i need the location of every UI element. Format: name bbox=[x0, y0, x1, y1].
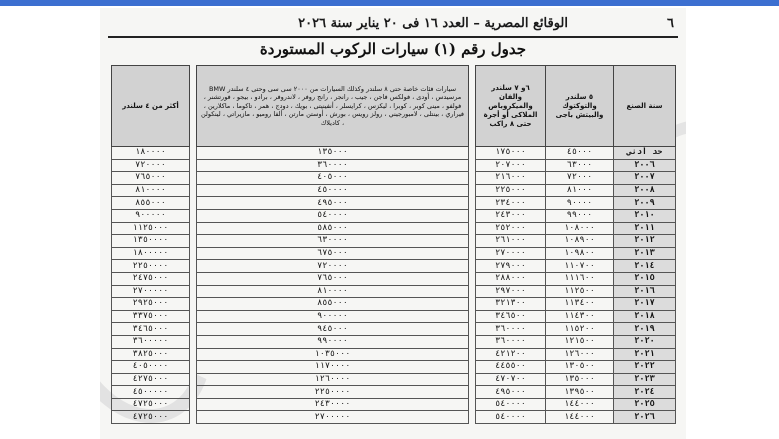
table-row bbox=[112, 147, 676, 160]
column-gap bbox=[190, 335, 197, 348]
column-gap bbox=[469, 361, 476, 374]
column-gap bbox=[469, 197, 476, 210]
column-gap bbox=[469, 373, 476, 386]
value-cell-over-4-cyl: ٩٠٠٠٠٠ bbox=[112, 209, 190, 222]
value-cell-5-cyl: ١١١٦٠٠ bbox=[546, 272, 614, 285]
column-gap bbox=[190, 373, 197, 386]
value-cell-5-cyl: ١١٤٣٠٠ bbox=[546, 310, 614, 323]
column-gap bbox=[190, 184, 197, 197]
value-cell-5-cyl: ١٣٩٥٠٠ bbox=[546, 386, 614, 399]
value-cell-special-class: ٤٩٥٠٠٠ bbox=[197, 197, 469, 210]
column-gap bbox=[190, 411, 197, 424]
column-gap bbox=[190, 272, 197, 285]
column-header-6-7-cyl: ٦و ٧ سلندر والفان والميكروباص الملاكى أو أجرة حتى ٨ راكب bbox=[476, 66, 546, 147]
value-cell-over-4-cyl: ٢٢٥٠٠٠٠ bbox=[112, 260, 190, 273]
value-cell-special-class: ٧٦٥٠٠٠ bbox=[197, 272, 469, 285]
value-cell-5-cyl: ١١٢٥٠٠ bbox=[546, 285, 614, 298]
column-gap bbox=[469, 411, 476, 424]
table-row bbox=[112, 184, 676, 197]
year-cell: ٢٠١٢ bbox=[614, 235, 676, 248]
value-cell-5-cyl: ١١٣٤٠٠ bbox=[546, 298, 614, 311]
vehicle-value-table bbox=[111, 65, 676, 424]
viewer-top-bar bbox=[0, 0, 779, 6]
year-cell: حد أدنى bbox=[614, 147, 676, 160]
value-cell-special-class: ٣٦٠٠٠٠ bbox=[197, 159, 469, 172]
value-cell-5-cyl: ٨١٠٠٠ bbox=[546, 184, 614, 197]
value-cell-5-cyl: ١٠٨٠٠٠ bbox=[546, 222, 614, 235]
column-gap bbox=[190, 172, 197, 185]
value-cell-6-7-cyl: ٢٦١٠٠٠ bbox=[476, 235, 546, 248]
table-row bbox=[112, 323, 676, 336]
value-cell-6-7-cyl: ٣٦٠٠٠٠ bbox=[476, 335, 546, 348]
value-cell-over-4-cyl: ٢٤٧٥٠٠٠ bbox=[112, 272, 190, 285]
column-gap bbox=[190, 323, 197, 336]
column-gap bbox=[469, 172, 476, 185]
value-cell-6-7-cyl: ٤٤٥٥٠٠ bbox=[476, 361, 546, 374]
column-gap bbox=[190, 298, 197, 311]
value-cell-special-class: ١٣٥٠٠٠ bbox=[197, 147, 469, 160]
table-row bbox=[112, 373, 676, 386]
column-gap bbox=[190, 386, 197, 399]
column-gap bbox=[469, 310, 476, 323]
gazette-issue-line: الوقائع المصرية – العدد ١٦ فى ٢٠ يناير سنة ٢٠٢٦ bbox=[298, 16, 568, 31]
year-cell: ٢٠٢٥ bbox=[614, 398, 676, 411]
value-cell-special-class: ٤٠٥٠٠٠ bbox=[197, 172, 469, 185]
value-cell-5-cyl: ١٠٨٩٠٠ bbox=[546, 235, 614, 248]
year-cell: ٢٠٠٨ bbox=[614, 184, 676, 197]
value-cell-over-4-cyl: ٣٣٧٥٠٠٠ bbox=[112, 310, 190, 323]
value-cell-6-7-cyl: ٢٨٨٠٠٠ bbox=[476, 272, 546, 285]
value-cell-special-class: ٥٨٥٠٠٠ bbox=[197, 222, 469, 235]
value-cell-over-4-cyl: ٢٩٢٥٠٠٠ bbox=[112, 298, 190, 311]
year-cell: ٢٠١٦ bbox=[614, 285, 676, 298]
value-cell-over-4-cyl: ١١٢٥٠٠٠ bbox=[112, 222, 190, 235]
value-cell-special-class: ٨١٠٠٠٠ bbox=[197, 285, 469, 298]
year-cell: ٢٠١٩ bbox=[614, 323, 676, 336]
year-cell: ٢٠٢٤ bbox=[614, 386, 676, 399]
column-header-year: سنة الصنع bbox=[614, 66, 676, 147]
value-cell-over-4-cyl: ٧٦٥٠٠٠ bbox=[112, 172, 190, 185]
column-gap bbox=[469, 398, 476, 411]
value-cell-6-7-cyl: ٢٣٤٠٠٠ bbox=[476, 197, 546, 210]
year-cell: ٢٠١٥ bbox=[614, 272, 676, 285]
value-cell-6-7-cyl: ٤٢١٢٠٠ bbox=[476, 348, 546, 361]
column-gap bbox=[469, 184, 476, 197]
table-row bbox=[112, 398, 676, 411]
value-cell-over-4-cyl: ٧٢٠٠٠٠ bbox=[112, 159, 190, 172]
column-gap bbox=[190, 222, 197, 235]
column-gap bbox=[469, 222, 476, 235]
table-row bbox=[112, 260, 676, 273]
table-row bbox=[112, 247, 676, 260]
value-cell-over-4-cyl: ٤٠٥٠٠٠٠ bbox=[112, 361, 190, 374]
value-cell-5-cyl: ٩٠٠٠٠ bbox=[546, 197, 614, 210]
value-cell-over-4-cyl: ٢٧٠٠٠٠٠ bbox=[112, 285, 190, 298]
column-gap bbox=[190, 310, 197, 323]
year-cell: ٢٠٢٣ bbox=[614, 373, 676, 386]
value-cell-over-4-cyl: ٤٢٧٥٠٠٠ bbox=[112, 373, 190, 386]
value-cell-6-7-cyl: ٤٩٥٠٠٠ bbox=[476, 386, 546, 399]
column-gap bbox=[469, 348, 476, 361]
value-cell-6-7-cyl: ٣٦٠٠٠٠ bbox=[476, 323, 546, 336]
column-gap bbox=[190, 235, 197, 248]
column-gap bbox=[469, 298, 476, 311]
column-header-over-4-cyl: أكثر من ٤ سلندر bbox=[112, 66, 190, 147]
column-header-5-cyl: ٥ سلندر والتوكتوك والبيتش باجى bbox=[546, 66, 614, 147]
value-cell-special-class: ٧٢٠٠٠٠ bbox=[197, 260, 469, 273]
value-cell-over-4-cyl: ١٨٠٠٠٠ bbox=[112, 147, 190, 160]
value-cell-6-7-cyl: ٢٥٢٠٠٠ bbox=[476, 222, 546, 235]
table-row bbox=[112, 272, 676, 285]
value-cell-5-cyl: ٧٢٠٠٠ bbox=[546, 172, 614, 185]
value-cell-6-7-cyl: ٣٤٦٥٠٠ bbox=[476, 310, 546, 323]
value-cell-5-cyl: ١٠٩٨٠٠ bbox=[546, 247, 614, 260]
value-cell-special-class: ٢٤٣٠٠٠٠ bbox=[197, 398, 469, 411]
year-cell: ٢٠٠٧ bbox=[614, 172, 676, 185]
gazette-header bbox=[108, 14, 678, 36]
value-cell-6-7-cyl: ٤٧٠٧٠٠ bbox=[476, 373, 546, 386]
column-gap bbox=[469, 235, 476, 248]
table-row bbox=[112, 411, 676, 424]
value-cell-5-cyl: ٤٥٠٠٠ bbox=[546, 147, 614, 160]
value-cell-special-class: ١٠٣٥٠٠٠ bbox=[197, 348, 469, 361]
value-cell-over-4-cyl: ٤٥٠٠٠٠٠ bbox=[112, 386, 190, 399]
value-cell-6-7-cyl: ١٧٥٠٠٠ bbox=[476, 147, 546, 160]
value-cell-5-cyl: ٦٣٠٠٠ bbox=[546, 159, 614, 172]
value-cell-5-cyl: ١٢١٥٠٠ bbox=[546, 335, 614, 348]
value-cell-5-cyl: ١١٠٧٠٠ bbox=[546, 260, 614, 273]
table-header-row bbox=[112, 66, 676, 147]
value-cell-over-4-cyl: ٣٨٢٥٠٠٠ bbox=[112, 348, 190, 361]
table-row bbox=[112, 209, 676, 222]
value-cell-6-7-cyl: ٢٢٥٠٠٠ bbox=[476, 184, 546, 197]
header-divider bbox=[108, 36, 678, 38]
value-cell-over-4-cyl: ٣٦٠٠٠٠٠ bbox=[112, 335, 190, 348]
column-gap bbox=[190, 398, 197, 411]
value-cell-5-cyl: ١٤٤٠٠٠ bbox=[546, 398, 614, 411]
value-cell-over-4-cyl: ٤٧٢٥٠٠٠ bbox=[112, 411, 190, 424]
value-cell-6-7-cyl: ٥٤٠٠٠٠ bbox=[476, 398, 546, 411]
value-cell-5-cyl: ١٣٥٠٠٠ bbox=[546, 373, 614, 386]
year-cell: ٢٠٠٩ bbox=[614, 197, 676, 210]
column-gap bbox=[190, 285, 197, 298]
table-row bbox=[112, 310, 676, 323]
value-cell-over-4-cyl: ٣٤٦٥٠٠٠ bbox=[112, 323, 190, 336]
year-cell: ٢٠١٠ bbox=[614, 209, 676, 222]
value-cell-6-7-cyl: ٣٢١٣٠٠ bbox=[476, 298, 546, 311]
column-header-special-class: سيارات فئات خاصة حتى ٨ سلندر وكذلك السيارات من ٢٠٠٠ سى سى وحتى ٤ سلندر BMW مرسيدس ، أودى ، فولكس فاجن ، جيب ، رانجر ، رانج روفر ، لاندروفر ، برادو ، بيجو ، فورتشنر ، فولفو ، مينى كوبر ، كوبرا ، ليكزس ، كرايسلر ، أنفينيتى ، بويك ، دودج ، همر ، تاكوما ، ماكلارين ، فيراري ، بينتلى ، لامبورجيني ، رولز رويس ، بورش ، أوستن مارتن ، ألفا روميو ، مازيراتي ، لينكولن ، كاديلاك bbox=[197, 66, 469, 147]
value-cell-5-cyl: ١٤٤٠٠٠ bbox=[546, 411, 614, 424]
table-row bbox=[112, 197, 676, 210]
table-row bbox=[112, 172, 676, 185]
table-row bbox=[112, 298, 676, 311]
value-cell-special-class: ٢٧٠٠٠٠٠ bbox=[197, 411, 469, 424]
value-cell-over-4-cyl: ١٣٥٠٠٠٠ bbox=[112, 235, 190, 248]
year-cell: ٢٠١٧ bbox=[614, 298, 676, 311]
year-cell: ٢٠١٨ bbox=[614, 310, 676, 323]
value-cell-special-class: ٦٧٥٠٠٠ bbox=[197, 247, 469, 260]
table-row bbox=[112, 159, 676, 172]
table-title: جدول رقم (١) سيارات الركوب المستوردة bbox=[259, 40, 527, 58]
value-cell-6-7-cyl: ٢٧٩٠٠٠ bbox=[476, 260, 546, 273]
year-cell: ٢٠٢٦ bbox=[614, 411, 676, 424]
column-gap bbox=[190, 159, 197, 172]
table-row bbox=[112, 235, 676, 248]
column-gap bbox=[469, 335, 476, 348]
value-cell-6-7-cyl: ٢٧٠٠٠٠ bbox=[476, 247, 546, 260]
year-cell: ٢٠٢٢ bbox=[614, 361, 676, 374]
column-gap bbox=[190, 147, 197, 160]
value-cell-special-class: ١٢٦٠٠٠٠ bbox=[197, 373, 469, 386]
table-row bbox=[112, 348, 676, 361]
table-row bbox=[112, 361, 676, 374]
value-cell-special-class: ٤٥٠٠٠٠ bbox=[197, 184, 469, 197]
column-gap bbox=[469, 209, 476, 222]
table-row bbox=[112, 335, 676, 348]
value-cell-special-class: ٩٩٠٠٠٠ bbox=[197, 335, 469, 348]
value-cell-6-7-cyl: ٢٠٧٠٠٠ bbox=[476, 159, 546, 172]
value-cell-6-7-cyl: ٢٩٧٠٠٠ bbox=[476, 285, 546, 298]
column-gap bbox=[469, 147, 476, 160]
value-cell-5-cyl: ٩٩٠٠٠ bbox=[546, 209, 614, 222]
value-cell-special-class: ١١٧٠٠٠٠ bbox=[197, 361, 469, 374]
table-row bbox=[112, 386, 676, 399]
year-cell: ٢٠١١ bbox=[614, 222, 676, 235]
column-gap bbox=[190, 260, 197, 273]
column-gap bbox=[190, 348, 197, 361]
column-gap bbox=[190, 361, 197, 374]
value-cell-special-class: ٩٤٥٠٠٠ bbox=[197, 323, 469, 336]
column-gap bbox=[469, 159, 476, 172]
year-cell: ٢٠١٤ bbox=[614, 260, 676, 273]
value-cell-6-7-cyl: ٢١٦٠٠٠ bbox=[476, 172, 546, 185]
value-cell-special-class: ٦٣٠٠٠٠ bbox=[197, 235, 469, 248]
table-row bbox=[112, 285, 676, 298]
value-cell-over-4-cyl: ٤٧٢٥٠٠٠ bbox=[112, 398, 190, 411]
table-row bbox=[112, 222, 676, 235]
value-cell-special-class: ٩٠٠٠٠٠ bbox=[197, 310, 469, 323]
column-gap bbox=[469, 323, 476, 336]
column-gap bbox=[190, 66, 197, 147]
value-cell-5-cyl: ١٣٠٥٠٠ bbox=[546, 361, 614, 374]
year-cell: ٢٠١٣ bbox=[614, 247, 676, 260]
year-cell: ٢٠٢٠ bbox=[614, 335, 676, 348]
column-gap bbox=[190, 247, 197, 260]
value-cell-6-7-cyl: ٥٤٠٠٠٠ bbox=[476, 411, 546, 424]
value-cell-special-class: ٥٤٠٠٠٠ bbox=[197, 209, 469, 222]
value-cell-5-cyl: ١١٥٢٠٠ bbox=[546, 323, 614, 336]
column-gap bbox=[469, 285, 476, 298]
year-cell: ٢٠٠٦ bbox=[614, 159, 676, 172]
column-gap bbox=[469, 247, 476, 260]
column-gap bbox=[469, 272, 476, 285]
value-cell-over-4-cyl: ٨٥٥٠٠٠ bbox=[112, 197, 190, 210]
column-gap bbox=[190, 197, 197, 210]
year-cell: ٢٠٢١ bbox=[614, 348, 676, 361]
column-gap bbox=[469, 66, 476, 147]
value-cell-special-class: ٨٥٥٠٠٠ bbox=[197, 298, 469, 311]
column-gap bbox=[469, 260, 476, 273]
page-number: ٦ bbox=[667, 16, 674, 31]
column-gap bbox=[190, 209, 197, 222]
value-cell-over-4-cyl: ٨١٠٠٠٠ bbox=[112, 184, 190, 197]
value-cell-special-class: ٢٢٥٠٠٠٠ bbox=[197, 386, 469, 399]
value-cell-6-7-cyl: ٢٤٣٠٠٠ bbox=[476, 209, 546, 222]
value-cell-5-cyl: ١٢٦٠٠٠ bbox=[546, 348, 614, 361]
column-gap bbox=[469, 386, 476, 399]
value-cell-over-4-cyl: ١٨٠٠٠٠٠ bbox=[112, 247, 190, 260]
